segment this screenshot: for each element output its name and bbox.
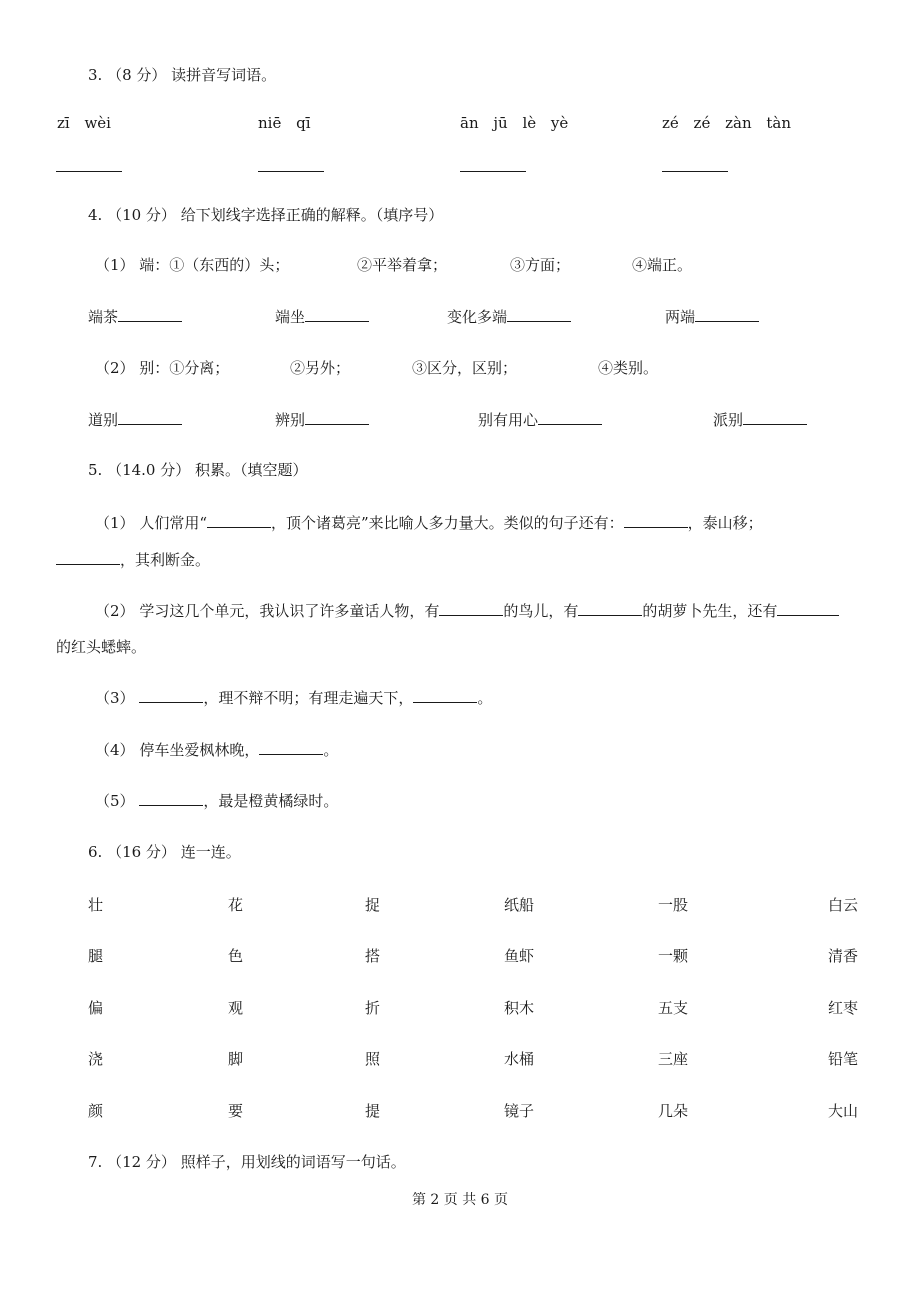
sentence-text: 人们常用“ bbox=[139, 514, 207, 532]
answer-blank[interactable] bbox=[538, 410, 602, 425]
sentence-text: 学习这几个单元，我认识了许多童话人物，有 bbox=[139, 602, 440, 620]
answer-blank[interactable] bbox=[743, 410, 807, 425]
q4-part1-option-2: ②平举着拿； bbox=[357, 256, 448, 274]
match-word-r2-c2[interactable]: 色 bbox=[227, 947, 243, 965]
q4-part2-option-3: ③区分，区别； bbox=[412, 359, 518, 377]
match-word-r1-c6[interactable]: 白云 bbox=[827, 896, 858, 914]
item-word: 变化多端 bbox=[447, 308, 508, 326]
answer-blank[interactable] bbox=[624, 513, 688, 528]
q4-part2-option-2: ②另外； bbox=[290, 359, 351, 377]
answer-blank[interactable] bbox=[259, 740, 323, 755]
q3-header: 3. （8 分） 读拼音写词语。 bbox=[88, 66, 277, 84]
match-word-r3-c3[interactable]: 折 bbox=[364, 999, 380, 1017]
sentence-text: 。 bbox=[477, 689, 493, 707]
q3-pinyin-2: niē qī bbox=[258, 114, 311, 132]
match-word-r5-c4[interactable]: 镜子 bbox=[503, 1102, 534, 1120]
q7-header: 7. （12 分） 照样子，用划线的词语写一句话。 bbox=[88, 1153, 406, 1171]
match-word-r3-c1[interactable]: 偏 bbox=[87, 999, 103, 1017]
match-word-r4-c1[interactable]: 浇 bbox=[87, 1050, 103, 1068]
sentence-number: （4） bbox=[95, 741, 135, 759]
q3-pinyin-1: zī wèi bbox=[57, 114, 111, 132]
item-word: 端坐 bbox=[275, 308, 306, 326]
answer-blank[interactable] bbox=[207, 513, 271, 528]
answer-blank[interactable] bbox=[139, 688, 203, 703]
sentence-text: ，最是橙黄橘绿时。 bbox=[203, 792, 339, 810]
q5-sentence-1-line-1 bbox=[95, 513, 763, 533]
match-word-r5-c2[interactable]: 要 bbox=[227, 1102, 243, 1120]
answer-blank[interactable] bbox=[439, 601, 503, 616]
match-word-r2-c5[interactable]: 一颗 bbox=[657, 947, 688, 965]
q4-part2-option-4: ④类别。 bbox=[598, 359, 659, 377]
q4-part1-intro: （1） 端：①（东西的）头； bbox=[95, 256, 290, 274]
item-word: 辨别 bbox=[275, 411, 306, 429]
q3-answer-blank-4[interactable] bbox=[662, 171, 728, 172]
sentence-text: 的胡萝卜先生，还有 bbox=[642, 602, 778, 620]
sentence-text: 的红头蟋蟀。 bbox=[56, 638, 147, 656]
match-word-r2-c3[interactable]: 搭 bbox=[364, 947, 380, 965]
q5-header: 5. （14.0 分） 积累。（填空题） bbox=[88, 461, 308, 479]
answer-blank[interactable] bbox=[777, 601, 839, 616]
match-word-r1-c4[interactable]: 纸船 bbox=[503, 896, 534, 914]
match-word-r4-c2[interactable]: 脚 bbox=[227, 1050, 243, 1068]
sentence-number: （2） bbox=[95, 602, 135, 620]
answer-blank[interactable] bbox=[695, 307, 759, 322]
match-word-r4-c4[interactable]: 水桶 bbox=[503, 1050, 534, 1068]
match-word-r5-c6[interactable]: 大山 bbox=[827, 1102, 858, 1120]
sentence-text: ，泰山移； bbox=[687, 514, 763, 532]
answer-blank[interactable] bbox=[118, 410, 182, 425]
sentence-number: （5） bbox=[95, 792, 135, 810]
match-word-r4-c5[interactable]: 三座 bbox=[657, 1050, 688, 1068]
q4-part1-option-3: ③方面； bbox=[510, 256, 571, 274]
match-word-r2-c6[interactable]: 清香 bbox=[827, 947, 858, 965]
q4-part2-item-2 bbox=[275, 410, 369, 430]
match-word-r5-c3[interactable]: 提 bbox=[364, 1102, 380, 1120]
match-word-r1-c2[interactable]: 花 bbox=[227, 896, 243, 914]
q4-part2-item-1 bbox=[88, 410, 182, 430]
q4-part2-item-3 bbox=[478, 410, 602, 430]
match-word-r3-c6[interactable]: 红枣 bbox=[827, 999, 858, 1017]
sentence-text: 的鸟儿，有 bbox=[503, 602, 579, 620]
sentence-text: ，顶个诸葛亮”来比喻人多力量大。类似的句子还有： bbox=[271, 514, 624, 532]
item-word: 道别 bbox=[88, 411, 119, 429]
q4-part2-item-4 bbox=[713, 410, 807, 430]
q3-answer-blank-2[interactable] bbox=[258, 171, 324, 172]
q5-sentence-1-line-2 bbox=[56, 550, 210, 570]
answer-blank[interactable] bbox=[305, 410, 369, 425]
q4-part1-item-3 bbox=[447, 307, 571, 327]
q5-sentence-5 bbox=[95, 791, 338, 811]
q5-sentence-3 bbox=[95, 688, 492, 708]
match-word-r3-c2[interactable]: 观 bbox=[227, 999, 243, 1017]
answer-blank[interactable] bbox=[578, 601, 642, 616]
answer-blank[interactable] bbox=[56, 550, 120, 565]
answer-blank[interactable] bbox=[139, 791, 203, 806]
match-word-r3-c5[interactable]: 五支 bbox=[657, 999, 688, 1017]
match-word-r1-c5[interactable]: 一股 bbox=[657, 896, 688, 914]
q4-part2-intro: （2） 别：①分离； bbox=[95, 359, 230, 377]
q4-part1-item-4 bbox=[665, 307, 759, 327]
q4-part1-option-4: ④端正。 bbox=[632, 256, 693, 274]
answer-blank[interactable] bbox=[507, 307, 571, 322]
q4-part1-item-2 bbox=[275, 307, 369, 327]
match-word-r1-c1[interactable]: 壮 bbox=[87, 896, 103, 914]
item-word: 端茶 bbox=[88, 308, 119, 326]
sentence-text: 。 bbox=[323, 741, 339, 759]
page-footer: 第 2 页 共 6 页 bbox=[411, 1192, 509, 1208]
match-word-r4-c3[interactable]: 照 bbox=[364, 1050, 380, 1068]
item-word: 派别 bbox=[713, 411, 744, 429]
answer-blank[interactable] bbox=[305, 307, 369, 322]
q3-answer-blank-3[interactable] bbox=[460, 171, 526, 172]
match-word-r2-c1[interactable]: 腿 bbox=[87, 947, 103, 965]
match-word-r5-c1[interactable]: 颜 bbox=[87, 1102, 103, 1120]
q4-part1-item-1 bbox=[88, 307, 182, 327]
sentence-number: （1） bbox=[95, 514, 135, 532]
item-word: 两端 bbox=[665, 308, 696, 326]
item-word: 别有用心 bbox=[478, 411, 539, 429]
match-word-r2-c4[interactable]: 鱼虾 bbox=[503, 947, 534, 965]
sentence-number: （3） bbox=[95, 689, 135, 707]
q3-answer-blank-1[interactable] bbox=[56, 171, 122, 172]
match-word-r3-c4[interactable]: 积木 bbox=[503, 999, 534, 1017]
match-word-r1-c3[interactable]: 捉 bbox=[364, 896, 380, 914]
sentence-text: 停车坐爱枫林晚， bbox=[139, 741, 260, 759]
answer-blank[interactable] bbox=[118, 307, 182, 322]
q5-sentence-2-line-2 bbox=[56, 637, 146, 657]
q3-pinyin-4: zé zé zàn tàn bbox=[662, 114, 792, 132]
sentence-text: ，理不辩不明；有理走遍天下， bbox=[203, 689, 414, 707]
match-word-r5-c5[interactable]: 几朵 bbox=[657, 1102, 688, 1120]
match-word-r4-c6[interactable]: 铅笔 bbox=[827, 1050, 858, 1068]
q5-sentence-4 bbox=[95, 740, 338, 760]
sentence-text: ，其利断金。 bbox=[120, 551, 211, 569]
q3-pinyin-3: ān jū lè yè bbox=[460, 114, 569, 132]
q4-header: 4. （10 分） 给下划线字选择正确的解释。（填序号） bbox=[88, 206, 444, 224]
answer-blank[interactable] bbox=[413, 688, 477, 703]
q5-sentence-2-line-1 bbox=[95, 601, 839, 621]
q6-header: 6. （16 分） 连一连。 bbox=[88, 843, 241, 861]
